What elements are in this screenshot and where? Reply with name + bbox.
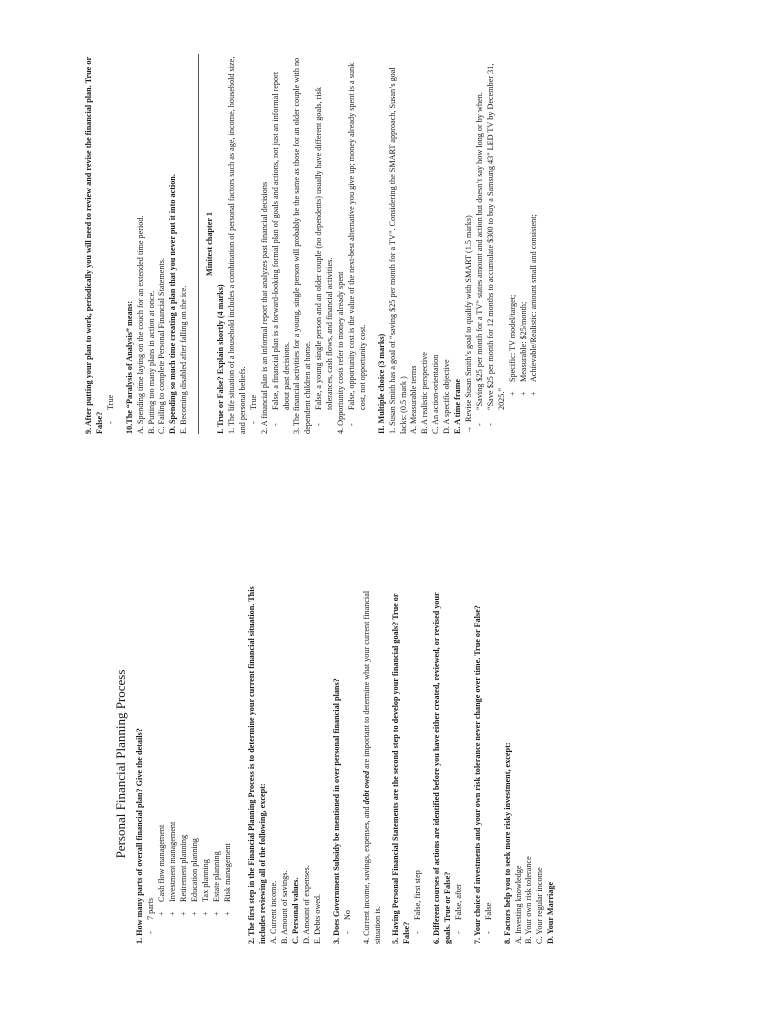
part-item: + Education planning — [190, 584, 201, 916]
question-2 — [247, 584, 323, 944]
question-6-answer: - False, after — [454, 584, 465, 934]
option: B. Amount of savings. — [280, 870, 290, 944]
smart-item: + Specific: TV model/target; — [508, 54, 519, 396]
right-column — [84, 54, 548, 434]
question-9-text: 9. After putting your plan to work, periodically you will need to review and revise the financial plan. True or False? — [84, 57, 104, 434]
question-1-text: 1. How many parts of overall financial plan? Give the details? — [135, 728, 145, 944]
statement-4-answer-row: - False, opportunity cost is the value of the next-best alternative you give up; money already spent is a sunk cost, not opportunity cost. — [347, 54, 369, 426]
section-2-question: 1. Susan Smith has a goal of “saving $25 per month for a TV”. Considering the SMART approach, Susan’s goal lacks: (0.5 mark ) — [387, 67, 408, 434]
question-4-text — [362, 584, 384, 944]
option-answer: D. Spending so much time creating a plan that you never put it into action. — [168, 174, 178, 434]
question-7 — [473, 584, 495, 944]
option: E. Becoming disabled after falling on the ice. — [179, 285, 189, 434]
part-item: + Tax planning — [201, 584, 212, 916]
question-3 — [332, 584, 354, 944]
divider — [198, 54, 199, 434]
question-8-text: 8. Factors help you to seek more risky investment, except: — [502, 742, 512, 944]
statement-1: 1. The life situation of a household includes a combination of personal factors such as age, income, household size, and personal beliefs. — [226, 56, 247, 434]
statement-4: 4. Opportunity costs refer to money already spent — [336, 271, 346, 434]
section-2 — [377, 54, 541, 434]
section-1-heading: I. True or False? Explain shortly (4 marks) — [216, 284, 226, 434]
question-5-text: 5. Having Personal Financial Statements are the second step to develop your financial goals? True or False? — [391, 593, 412, 944]
question-10 — [125, 54, 190, 434]
revise-line: → Revise Susan Smith’s goal to qualify with SMART (1.5 marks) — [464, 54, 475, 434]
question-10-text: 10.The “Paralysis of Analysis” means: — [124, 300, 134, 434]
minitest-title: Minitest chapter 1 — [205, 212, 215, 276]
option: E. Debts owed. — [312, 893, 322, 944]
part-item: + Cash flow management — [157, 584, 168, 916]
option: A. Investing knowledge — [513, 865, 523, 944]
option: C. Failing to complete Personal Financial Statements. — [157, 257, 167, 434]
statement-2-answer: False, a financial plan is a forward-looking formal plan of goals and actions, not just an informal report about past decisions. — [270, 71, 291, 410]
statement-4-answer: False, opportunity cost is the value of the next-best alternative you give up; money already spent is a sunk cost, not opportunity cost. — [346, 62, 367, 410]
part-item: + Investment management — [168, 584, 179, 916]
option: B. A realistic perspective — [420, 352, 430, 434]
question-4-text-b: are important to determine what your current financial situation is. — [361, 590, 382, 944]
smart-item: + Measurable: $25/month; — [519, 54, 530, 396]
question-4-text-a: 4. Current income, savings, expenses, and — [361, 806, 371, 944]
question-5 — [391, 584, 424, 944]
question-3-text: 3. Does Government Subsidy be mentioned in over personal financial plans? — [331, 678, 341, 944]
option: D. A specific objective — [442, 359, 452, 434]
question-1-answer: - 7 parts — [146, 584, 157, 934]
statement-3-answer: False, a young single person and an older couple (no dependents) usually have different goals, risk tolerances, cash flows, and financial activities. — [314, 87, 335, 410]
question-6-text: 6. Different courses of actions are identified before you have either created, reviewed, or revised your goals. True or False? — [432, 592, 453, 944]
statement-3-answer-row: - False, a young single person and an older couple (no dependents) usually have different goals, risk tolerances, cash flows, and financial activities. — [314, 54, 336, 426]
question-1 — [135, 584, 233, 944]
section-1 — [216, 54, 369, 434]
bullet-2-row: - “Save $25 per month for 12 months to accumulate $300 to buy a Samsung 43" LED TV by December 31, 2025.” — [486, 54, 508, 426]
part-item: + Estate planning — [212, 584, 223, 916]
bullet-1: “Saving $25 per month for a TV” states amount and action but doesn’t say how long or by when. — [474, 92, 484, 410]
smart-item: + Achievable/Realistic: amount small and consistent; — [529, 54, 540, 396]
option: A. Measurable terms — [409, 365, 419, 434]
statement-1-answer: - True — [249, 54, 260, 424]
part-item: + Retirement planning — [179, 584, 190, 916]
statement-2: 2. A financial plan is an informal report that analyzes past financial decisions — [259, 181, 269, 434]
option: D. Amount of expenses. — [301, 865, 311, 944]
option: B. Your own risk tolerance — [524, 856, 534, 944]
question-4 — [362, 584, 384, 944]
option-answer: D. Your Marriage — [546, 881, 556, 944]
option: C. Your regular income — [535, 867, 545, 944]
question-7-text: 7. Your choice of investments and your own risk tolerance never change over time. True or False? — [472, 605, 482, 944]
option: C. An action-orientation — [431, 354, 441, 434]
bullet-1-row: - “Saving $25 per month for a TV” states amount and action but doesn’t say how long or by when. — [475, 54, 486, 426]
statement-3: 3. The financial activities for a young, single person will probably be the same as those for an older couple with no dependent children at home. — [292, 57, 313, 434]
option: A. Current income. — [269, 880, 279, 944]
part-item: + Risk management — [223, 584, 234, 916]
question-8 — [503, 584, 558, 944]
question-6 — [432, 584, 465, 944]
question-9 — [84, 54, 117, 434]
question-3-answer: - No — [343, 584, 354, 934]
option: A. Spending time laying on the couch for an extended time period. — [135, 215, 145, 434]
question-4-emphasis: debt owed — [361, 770, 371, 805]
bullet-2: “Save $25 per month for 12 months to accumulate $300 to buy a Samsung 43" LED TV by December 31, 2025.” — [485, 63, 506, 410]
statement-2-answer-row: - False, a financial plan is a forward-looking formal plan of goals and actions, not just an informal report about past decisions. — [271, 54, 293, 426]
section-2-heading: II. Multiple choice (3 marks) — [376, 333, 386, 434]
option: B. Putting too many plans in action at once. — [146, 290, 156, 434]
question-2-text: 2. The first step in the Financial Planning Process is to determine your current financial situation. This includes reviewing all of the following, except: — [247, 586, 268, 944]
question-9-answer: - True — [106, 54, 117, 424]
option-answer: E. A time frame — [453, 378, 463, 434]
left-column — [112, 584, 565, 944]
question-7-answer: - False — [484, 584, 495, 934]
option-answer: C. Personal values. — [291, 877, 301, 944]
page-title: Personal Financial Planning Process — [113, 669, 128, 859]
question-5-answer: - False, first step — [413, 584, 424, 934]
